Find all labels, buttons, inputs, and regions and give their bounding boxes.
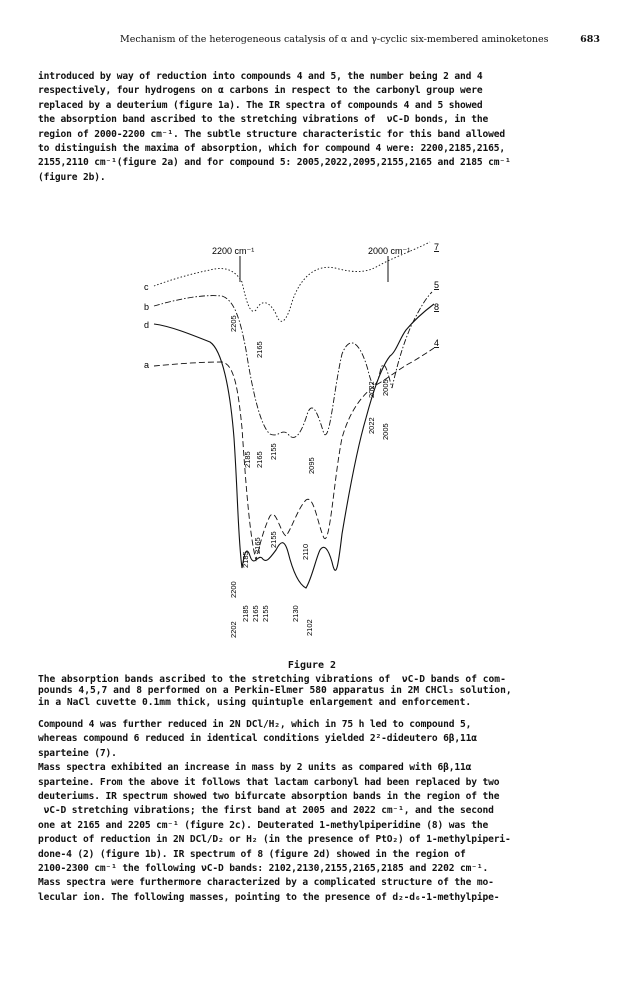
curve-label-5: 5: [434, 280, 440, 290]
peak-label-c-2165: 2165: [255, 341, 264, 358]
curve-label-d: d: [144, 320, 150, 330]
peak-label-d-2130: 2130: [291, 605, 300, 622]
spectrum-curve-a: [154, 348, 434, 560]
figure-label: Figure 2: [287, 660, 337, 671]
peak-label-b-2155: 2155: [269, 443, 278, 460]
peak-label-a-2185: 2185: [241, 551, 250, 568]
paragraph-followup: Compound 4 was further reduced in 2N DCl/H₂, which in 75 h led to compound 5, whereas compound 6 reduced in identical conditions yielded 2²-dideutero 6β,11α sparteine (7). Mass spectra exhibited an increase in mass by 2 units as compared with 6β,11α sparteine. From the above it follows that lactam carbonyl had been replaced by two deuteriums. IR spectrum showed two bifurcate absorption bands in the region of the νC-D stretching vibrations; the first band at 2005 and 2022 cm⁻¹, and the second one at 2165 and 2205 cm⁻¹ (figure 2c). Deuterated 1-methylpiperidine (8) was the product of reduction in 2N DCl/D₂ or H₂ (in the presence of PtO₂) of 1-methylpiperi- done-4 (2) (figure 1b). IR spectrum of 8 (figure 2d) showed in the region of 2100-2300 cm⁻¹ the following νC-D bands: 2102,2130,2155,2165,2185 and 2202 cm⁻¹. Mass spectra were furthermore characterized by a complicated structure of the mo- lecular ion. The following masses, pointing to the presence of d₂-d₆-1-methylpipe-: [38, 719, 511, 903]
peak-label-d-2165: 2165: [251, 605, 260, 622]
spectrum-curve-b: [154, 292, 432, 437]
curve-label-a: a: [144, 360, 150, 370]
marker-label-2200: 2200 cm⁻¹: [212, 246, 255, 256]
ir-spectra-plot: [130, 238, 460, 643]
curve-label-4: 4: [434, 338, 440, 348]
marker-label-2000: 2000 cm⁻¹: [368, 246, 411, 256]
paragraph-intro: introduced by way of reduction into compounds 4 and 5, the number being 2 and 4 respectively, four hydrogens on α carbons in respect to the carbonyl group were replaced by a deuterium (figure 1a). The IR spectra of compounds 4 and 5 showed the absorption band ascribed to the stretching vibrations of νC-D bonds, in the region of 2000-2200 cm⁻¹. The subtle structure characteristic for this band allowed to distinguish the maxima of absorption, which for compound 4 were: 2200,2185,2165, 2155,2110 cm⁻¹(figure 2a) and for compound 5: 2005,2022,2095,2155,2165 and 2185 cm⁻¹ (figure 2b).: [38, 71, 511, 183]
spectrum-curve-d: [154, 304, 434, 588]
curve-label-8: 8: [434, 302, 440, 312]
peak-label-b-2165: 2165: [255, 451, 264, 468]
page-number: 683: [580, 34, 600, 45]
peak-label-b-2095: 2095: [307, 457, 316, 474]
peak-label-d-2102: 2102: [305, 619, 314, 636]
peak-label-c-2205: 2205: [229, 315, 238, 332]
curve-label-7: 7: [434, 242, 440, 252]
curve-label-c: c: [144, 282, 149, 292]
peak-label-d-2155: 2155: [261, 605, 270, 622]
figure-caption: The absorption bands ascribed to the stretching vibrations of νC-D bands of com- pounds 4,5,7 and 8 performed on a Perkin-Elmer 580 apparatus in 2M CHCl₃ solution, in a NaCl cuvette 0.1mm thick, using quintuple enlargement and enforcement.: [38, 674, 512, 708]
curve-label-b: b: [144, 302, 150, 312]
running-title: Mechanism of the heterogeneous catalysis of α and γ-cyclic six-membered aminoketones: [120, 34, 549, 45]
peak-label-b-2022: 2022: [367, 417, 376, 434]
peak-label-d-2202: 2202: [229, 621, 238, 638]
ir-spectra-figure: [130, 238, 460, 643]
peak-label-a-2155: 2155: [269, 531, 278, 548]
peak-label-a-2165: 2165: [253, 537, 262, 554]
peak-label-b-2185: 2185: [243, 451, 252, 468]
peak-label-d-2185: 2185: [241, 605, 250, 622]
running-header: [50, 34, 600, 50]
peak-label-a-2110: 2110: [301, 543, 310, 560]
peak-label-a-2200: 2200: [229, 581, 238, 598]
peak-label-7-2022: 2022: [367, 381, 376, 398]
peak-label-b-2005: 2005: [381, 423, 390, 440]
peak-label-7-2005: 2005: [381, 379, 390, 396]
